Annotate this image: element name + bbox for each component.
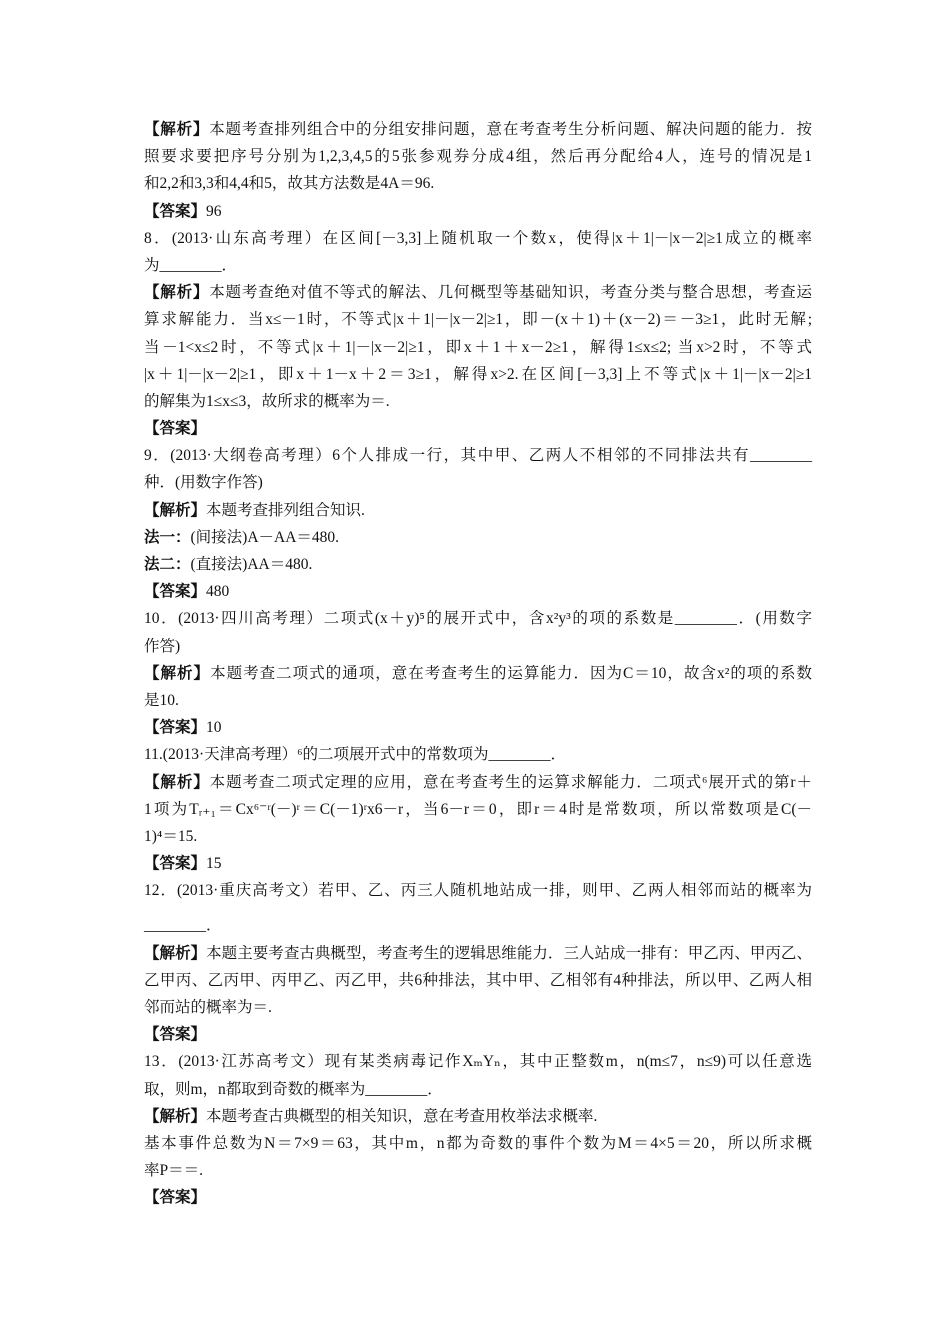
line-text: 1项为Tᵣ₊₁＝Cx⁶⁻ʳ(－)ʳ＝C(－1)ʳx6－r，当6－r＝0，即r＝4时是常数项，所以常数项是C(－ — [144, 800, 813, 818]
text-line — [144, 225, 812, 252]
text-line — [144, 823, 812, 850]
section-label: 【答案】 — [144, 855, 207, 873]
section-label: 【解析】 — [144, 121, 210, 138]
text-line — [144, 605, 812, 632]
text-line — [144, 912, 812, 939]
line-text: 的解集为1≤x≤3，故所求的概率为＝. — [144, 392, 390, 410]
text-line — [144, 143, 812, 170]
line-text: 基本事件总数为N＝7×9＝63，其中m，n都为奇数的事件个数为M＝4×5＝20，所以所求概 — [144, 1134, 812, 1152]
section-label: 【答案】 — [144, 1189, 207, 1207]
section-label: 【解析】 — [144, 1107, 207, 1125]
line-text: 取，则m，n都取到奇数的概率为________． — [144, 1080, 443, 1098]
line-text: 率P＝＝. — [144, 1162, 203, 1180]
line-text: 本题考查古典概型的相关知识，意在考查用枚举法求概率. — [206, 1107, 598, 1125]
line-text: 本题考查二项式的通项，意在考查考生的运算能力．因为C＝10，故含x²的项的系数 — [210, 664, 812, 682]
text-line — [144, 279, 812, 306]
text-line — [144, 469, 812, 496]
text-line — [144, 1130, 812, 1157]
text-line — [144, 850, 812, 877]
line-text: 15 — [206, 855, 222, 873]
text-line — [144, 687, 812, 714]
line-text: 乙甲丙、乙丙甲、丙甲乙、丙乙甲，共6种排法，其中甲、乙相邻有4种排法，所以甲、乙两人相 — [144, 971, 812, 989]
section-label: 【解析】 — [144, 773, 210, 791]
text-line — [144, 442, 812, 469]
text-line — [144, 877, 812, 904]
text-line — [144, 633, 812, 660]
text-line — [144, 796, 812, 823]
text-line — [144, 551, 812, 578]
text-line — [144, 198, 812, 225]
text-line — [144, 578, 812, 605]
line-text: ________． — [144, 917, 222, 935]
line-text: 本题考查绝对值不等式的解法、几何概型等基础知识，考查分类与整合思想，考查运 — [209, 284, 812, 302]
text-line — [144, 306, 812, 333]
section-label: 【答案】 — [144, 1026, 207, 1044]
text-line — [144, 1184, 812, 1211]
line-text: 10 — [206, 719, 222, 737]
text-line — [144, 967, 812, 994]
section-label: 【答案】 — [144, 420, 207, 438]
section-label: 【解析】 — [144, 944, 207, 962]
text-line — [144, 714, 812, 741]
line-text: 480 — [206, 583, 230, 601]
section-label: 【解析】 — [144, 664, 211, 682]
text-line — [144, 1048, 812, 1075]
text-line — [144, 116, 812, 143]
line-text: 11.(2013·天津高考理）⁶的二项展开式中的常数项为________． — [144, 746, 567, 764]
section-label: 【答案】 — [144, 202, 207, 220]
line-text: 邻而站的概率为＝. — [144, 999, 272, 1016]
line-text: 96 — [206, 202, 222, 220]
text-line — [144, 524, 812, 551]
line-text: 当－1<x≤2时，不等式|x＋1|－|x－2|≥1，即x＋1＋x－2≥1，解得1≤x≤2; 当x>2时，不等式 — [144, 338, 812, 356]
text-line — [144, 1076, 812, 1103]
line-text: 9．(2013·大纲卷高考理）6个人排成一行，其中甲、乙两人不相邻的不同排法共有________ — [144, 447, 812, 465]
text-line — [144, 388, 812, 415]
text-line — [144, 940, 812, 967]
line-text: 和2,2和3,3和4,4和5，故其方法数是4A＝96. — [144, 175, 435, 193]
line-text: |x＋1|－|x－2|≥1，即x＋1－x＋2＝3≥1，解得x>2.在区间[－3,3]上不等式|x＋1|－|x－2|≥1 — [144, 365, 812, 383]
line-text: 10．(2013·四川高考理）二项式(x＋y)⁵的展开式中，含x²y³的项的系数是________．(用数字 — [144, 610, 812, 628]
text-line — [144, 361, 812, 388]
section-label: 法一： — [144, 528, 191, 546]
line-text: 13．(2013·江苏高考文）现有某类病毒记作XₘYₙ，其中正整数m，n(m≤7，n≤9)可以任意选 — [144, 1053, 812, 1071]
section-label: 法二： — [144, 556, 191, 573]
line-text: 是10. — [144, 691, 179, 709]
text-line — [144, 415, 812, 442]
line-text: 本题考查二项式定理的应用，意在考查考生的运算求解能力．二项式⁶展开式的第r＋ — [209, 773, 812, 791]
line-text: 8．(2013·山东高考理）在区间[－3,3]上随机取一个数x，使得|x＋1|－|x－2|≥1成立的概率 — [144, 229, 812, 247]
line-text: 算求解能力．当x≤－1时，不等式|x＋1|－|x－2|≥1，即－(x＋1)＋(x－2)＝－3≥1，此时无解; — [144, 311, 812, 329]
section-label: 【解析】 — [144, 501, 207, 519]
line-text: 作答) — [144, 637, 181, 655]
line-text: 照要求要把序号分别为1,2,3,4,5的5张参观券分成4组，然后再分配给4人，连号的情况是1 — [144, 148, 812, 166]
line-text: 本题考查排列组合中的分组安排问题，意在考查考生分析问题、解决问题的能力．按 — [209, 121, 812, 138]
text-line — [144, 252, 812, 279]
document-page — [144, 116, 812, 1212]
text-line — [144, 994, 812, 1021]
text-line — [144, 660, 812, 687]
line-text: 种．(用数字作答) — [144, 474, 263, 492]
text-line — [144, 334, 812, 361]
text-line — [144, 1021, 812, 1048]
text-line — [144, 497, 812, 524]
text-line — [144, 170, 812, 197]
text-line — [144, 769, 812, 796]
section-label: 【答案】 — [144, 583, 207, 601]
line-text: 为________． — [144, 256, 238, 274]
text-line — [144, 741, 812, 768]
line-text: 本题考查排列组合知识. — [206, 501, 365, 519]
line-text: 本题主要考查古典概型，考查考生的逻辑思维能力．三人站成一排有：甲乙丙、甲丙乙、 — [206, 944, 812, 962]
line-text: 12．(2013·重庆高考文）若甲、乙、丙三人随机地站成一排，则甲、乙两人相邻而站的概率为 — [144, 882, 812, 900]
line-text: (直接法)AA＝480. — [190, 556, 313, 573]
line-text: (间接法)A－AA＝480. — [190, 528, 340, 546]
text-line — [144, 1103, 812, 1130]
section-label: 【答案】 — [144, 719, 207, 737]
line-text: 1)⁴＝15. — [144, 827, 198, 845]
section-label: 【解析】 — [144, 284, 210, 302]
text-line — [144, 1157, 812, 1184]
